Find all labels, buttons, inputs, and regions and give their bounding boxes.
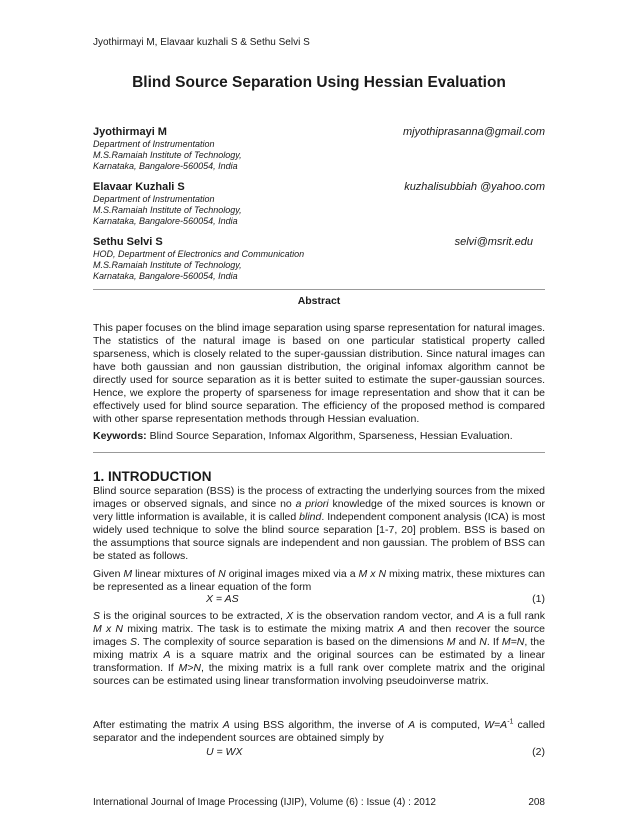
author-affiliation-line: HOD, Department of Electronics and Communication <box>93 249 305 259</box>
keywords <box>93 430 545 442</box>
equation-expression: U = WX <box>206 746 243 758</box>
author-block <box>93 126 545 172</box>
keywords-text: Blind Source Separation, Infomax Algorithm, Sparseness, Hessian Evaluation. <box>146 430 513 442</box>
author-affiliation-line: Karnataka, Bangalore-560054, India <box>93 271 238 281</box>
author-email[interactable]: kuzhalisubbiah @yahoo.com <box>404 181 545 193</box>
equation-1 <box>93 593 545 606</box>
author-email[interactable]: selvi@msrit.edu <box>454 236 533 248</box>
paper-title: Blind Source Separation Using Hessian Evaluation <box>132 74 506 91</box>
intro-paragraph-3: S is the original sources to be extracted, X is the observation random vector, and A is a full rank M x N mixing matrix. The task is to estimate the mixing matrix A and then recover the source images S. The complexity of source separation is based on the dimensions M and N. If M=N, the mixing matrix A is a square matrix and the original sources can be estimated by a linear transformation. If M>N, the mixing matrix is a full rank over complete matrix and the original sources can be estimated using linear transformation involving pseudoinverse matrix. <box>93 610 545 687</box>
intro-paragraph-1: Blind source separation (BSS) is the process of extracting the underlying sources from the mixed images or observed signals, and since no a priori knowledge of the mixed sources is known or very little information is available, it is called blind. Independent component analysis (ICA) is most widely used technique to solve the blind source separation [1-7, 20] problem. BSS is based on the assumptions that source signals are independent and non gaussian. The problem of BSS can be stated as follows. <box>93 485 545 562</box>
author-email[interactable]: mjyothiprasanna@gmail.com <box>402 126 545 138</box>
equation-number: (2) <box>532 746 545 758</box>
page-number: 208 <box>528 797 545 808</box>
author-affiliation-line: M.S.Ramaiah Institute of Technology, <box>93 205 242 215</box>
running-header: Jyothirmayi M, Elavaar kuzhali S & Sethu Selvi S <box>93 37 310 48</box>
equation-2 <box>93 746 545 759</box>
abstract-heading: Abstract <box>297 295 341 307</box>
author-block <box>93 236 545 282</box>
abstract-text: This paper focuses on the blind image separation using sparse representation for natural images. The statistics of the natural image is based on one particular statistical property called sparseness, which is closely related to the super-gaussian distribution. Since natural images can have both gaussian and non gaussian distribution, the original infomax algorithm cannot be directly used for source separation as it is better suited to estimate the super-gaussian sources. Hence, we explore the property of sparseness for image representation and show that it can be effectively used for blind source separation. The efficiency of the proposed method is compared with other sparse representation methods through Hessian evaluation. <box>93 322 545 425</box>
equation-number: (1) <box>532 593 545 605</box>
author-name: Jyothirmayi M <box>93 126 167 138</box>
author-name: Elavaar Kuzhali S <box>93 181 185 193</box>
section-heading: 1. INTRODUCTION <box>93 469 212 484</box>
equation-expression: X = AS <box>206 593 239 605</box>
author-affiliation-line: Karnataka, Bangalore-560054, India <box>93 161 238 171</box>
page-footer <box>93 797 545 808</box>
footer-journal: International Journal of Image Processing (IJIP), Volume (6) : Issue (4) : 2012 <box>93 797 436 808</box>
author-name: Sethu Selvi S <box>93 236 163 248</box>
author-affiliation-line: Department of Instrumentation <box>93 139 215 149</box>
keywords-label: Keywords: <box>93 430 147 442</box>
author-block <box>93 181 545 227</box>
author-affiliation-line: M.S.Ramaiah Institute of Technology, <box>93 150 242 160</box>
author-affiliation-line: Karnataka, Bangalore-560054, India <box>93 216 238 226</box>
intro-paragraph-2: Given M linear mixtures of N original images mixed via a M x N mixing matrix, these mixtures can be represented as a linear equation of the form <box>93 568 545 593</box>
author-affiliation-line: Department of Instrumentation <box>93 194 215 204</box>
intro-paragraph-4: After estimating the matrix A using BSS algorithm, the inverse of A is computed, $W=A^{-1}$ called separator and the independent sources are obtained simply by <box>93 718 545 744</box>
author-affiliation-line: M.S.Ramaiah Institute of Technology, <box>93 260 242 270</box>
divider <box>93 452 545 453</box>
divider <box>93 289 545 290</box>
